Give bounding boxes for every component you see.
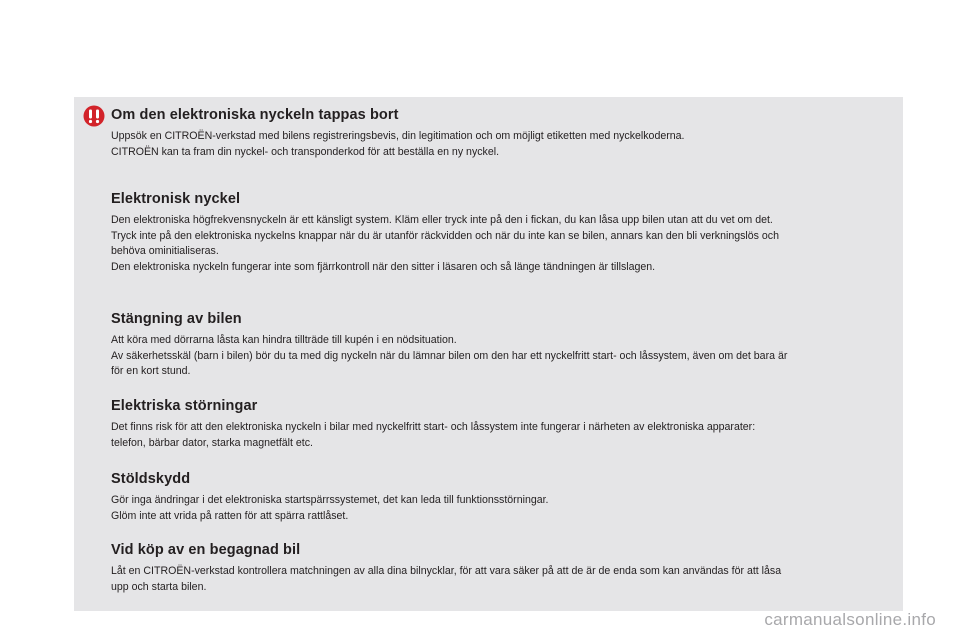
section-text: Att köra med dörrarna låsta kan hindra tillträde till kupén i en nödsituation. Av säkerhetsskäl (barn i bilen) bör du ta med dig nyckeln när du lämnar bilen om den har ett nyckelfritt start- och låssystem, även om det bara är för en kort stund. [111,334,788,378]
section-locking [111,311,896,380]
section-heading: Stängning av bilen [111,311,242,327]
warning-icon [83,105,105,127]
section-heading: Stöldskydd [111,471,191,487]
section-heading: Om den elektroniska nyckeln tappas bort [111,107,399,123]
section-text: Låt en CITROËN-verkstad kontrollera matchningen av alla dina bilnycklar, för att vara säker på att de är de enda som kan användas för att låsa upp och starta bilen. [111,565,782,593]
section-anti-theft [111,471,896,524]
section-heading: Vid köp av en begagnad bil [111,542,301,558]
watermark: carmanualsonline.info [764,610,936,629]
section-used-car [111,542,896,595]
section-text: Den elektroniska högfrekvensnyckeln är ett känsligt system. Kläm eller tryck inte på den i fickan, du kan låsa upp bilen utan att du vet om det. Tryck inte på den elektroniska nyckelns knappar när du är utanför räckvidden och när du inte kan se bilen, annars kan den bli verkningslös och behöva ominitialiseras. Den elektroniska nyckeln fungerar inte som fjärrkontroll när den sitter i läsaren och så länge tändningen är tillslagen. [111,214,779,273]
section-interference [111,398,896,451]
section-electronic-key [111,191,896,275]
section-text: Gör inga ändringar i det elektroniska startspärrssystemet, det kan leda till funktionsstörningar. Glöm inte att vrida på ratten för att spärra rattlåset. [111,494,549,522]
section-text: Det finns risk för att den elektroniska nyckeln i bilar med nyckelfritt start- och låssystem inte fungerar i närheten av elektroniska apparater: telefon, bärbar dator, starka magnetfält etc. [111,421,756,449]
section-text: Uppsök en CITROËN-verkstad med bilens registreringsbevis, din legitimation och om möjligt etiketten med nyckelkoderna. CITROËN kan ta fram din nyckel- och transponderkod för att beställa en ny nyckel. [111,130,685,158]
section-heading: Elektriska störningar [111,398,258,414]
section-heading: Elektronisk nyckel [111,191,241,207]
section-lost-key [111,107,896,160]
